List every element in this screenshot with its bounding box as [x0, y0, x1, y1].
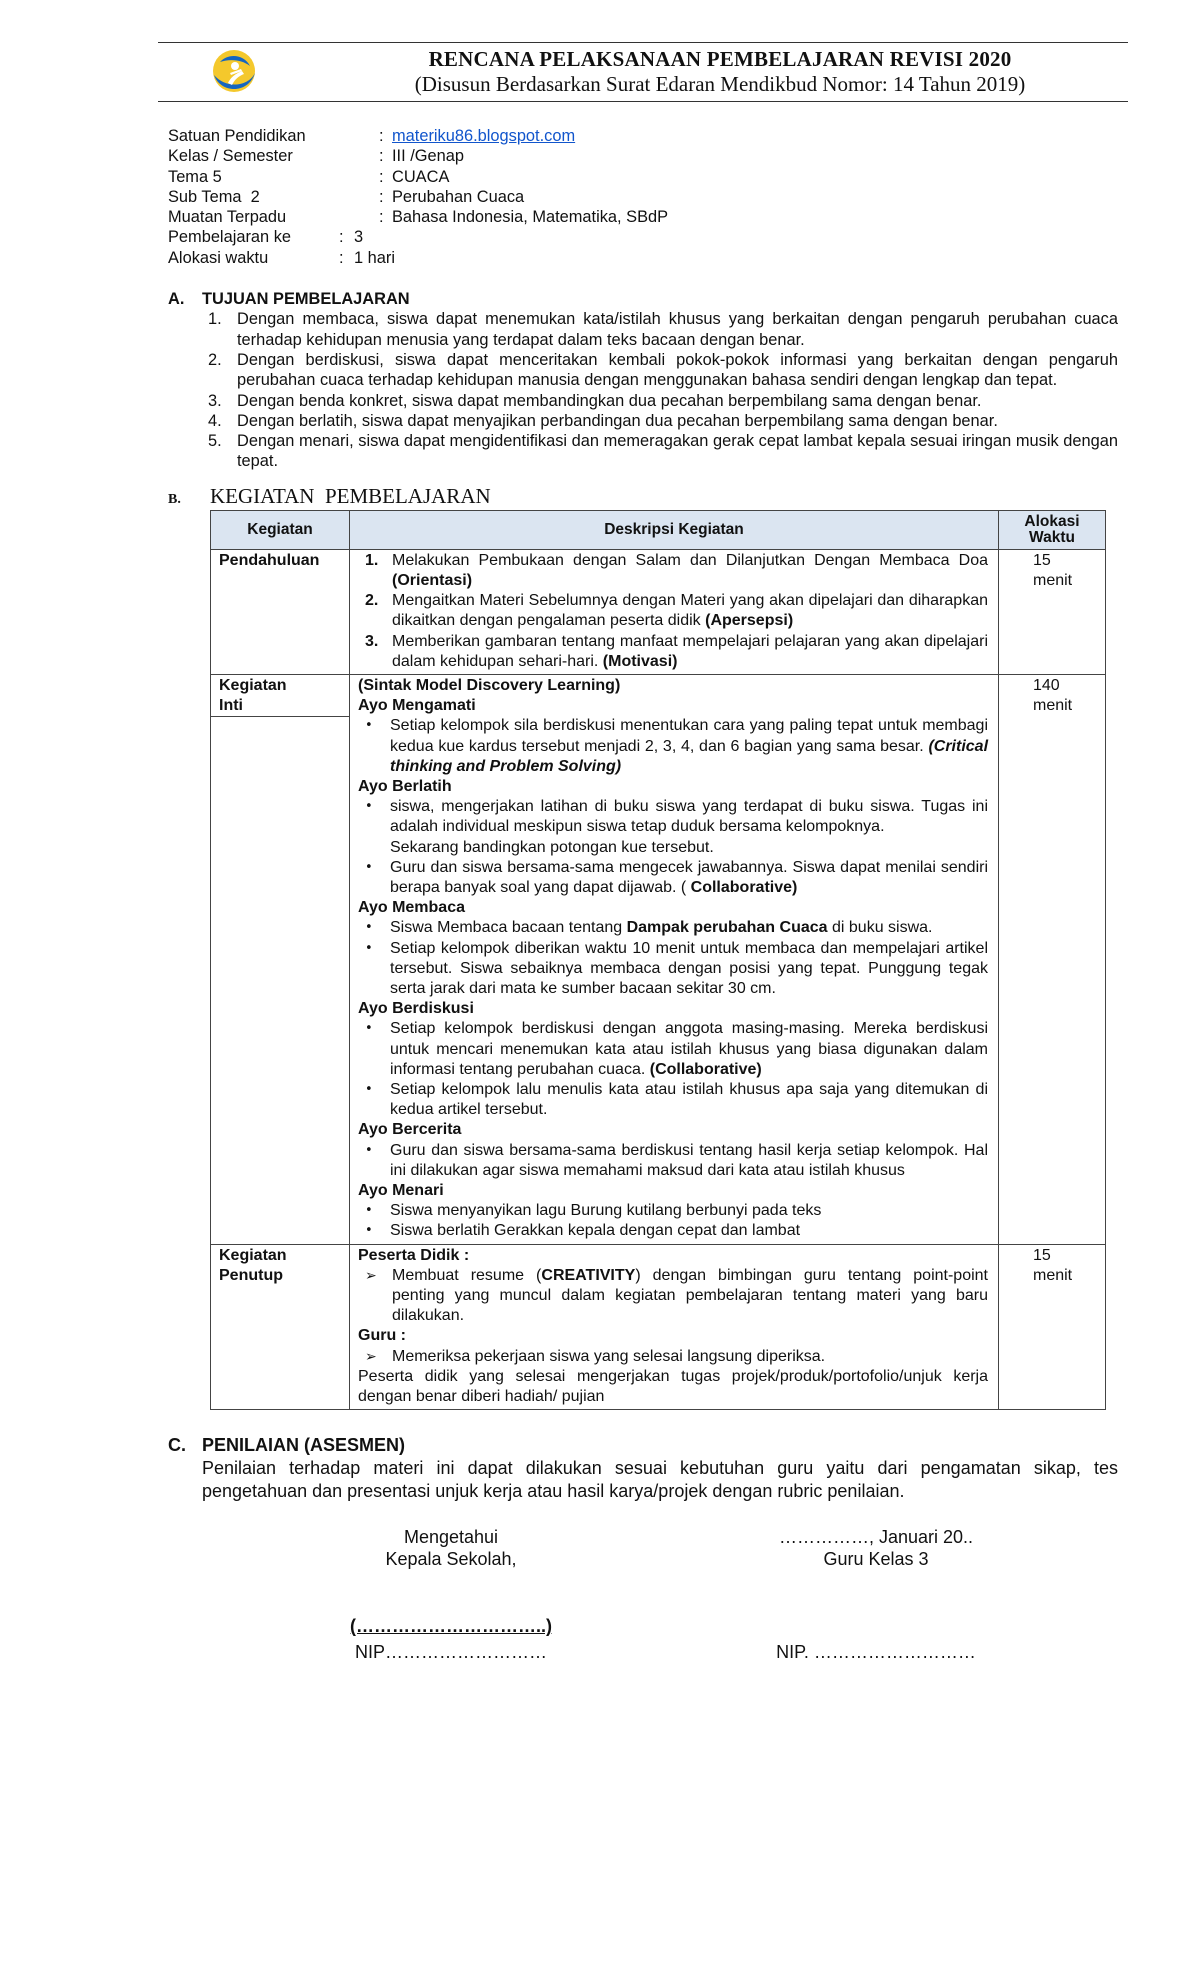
section-title: KEGIATAN PEMBELAJARAN [210, 483, 491, 508]
activity-bullet [358, 1141, 988, 1181]
bullet-text: siswa, mengerjakan latihan di buku siswa yang terdapat di buku siswa. Tugas ini adalah individual meskipun siswa tetap duduk bersama kelompoknya. [390, 798, 988, 836]
activity-bullet [358, 797, 988, 858]
guru-heading: Guru : [358, 1327, 406, 1345]
bullet-text: Setiap kelompok lalu menulis kata atau istilah khusus apa saja yang ditemukan di kedua artikel tersebut. [390, 1081, 988, 1119]
bullet-bold-text: Dampak perubahan Cuaca [626, 919, 828, 937]
identity-label: Sub Tema 2 [168, 187, 260, 206]
section-title: PENILAIAN (ASESMEN) [202, 1435, 406, 1456]
bullet-text: di buku siswa. [827, 919, 933, 937]
identity-value: III /Genap [392, 147, 464, 166]
identity-block [168, 126, 1200, 268]
school-website-link[interactable]: materiku86.blogspot.com [392, 127, 576, 145]
section-marker: B. [168, 491, 181, 507]
tujuan-item [168, 411, 1118, 431]
penutup-note: Peserta didik yang selesai mengerjakan tugas projek/produk/portofolio/unjuk kerja dengan benar diberi hadiah/ pujian [358, 1367, 988, 1406]
alokasi-waktu: 15 menit [1033, 551, 1073, 589]
identity-colon: : [339, 248, 344, 267]
section-heading [168, 1434, 1118, 1457]
signature-right-nip: NIP. ……………………… [776, 1642, 976, 1663]
identity-row [168, 248, 1200, 268]
item-number: 3. [365, 632, 379, 650]
identity-colon: : [379, 208, 384, 227]
activity-bullet [358, 1019, 988, 1080]
section-title: TUJUAN PEMBELAJARAN [202, 290, 410, 309]
activity-bullet [358, 1221, 988, 1241]
identity-row [168, 227, 1200, 247]
item-text: Mengaitkan Materi Sebelumnya dengan Materi yang akan dipelajari dan diharapkan dikaitkan dengan pengalaman peserta didik [392, 592, 988, 630]
bullet-text: Setiap kelompok sila berdiskusi menentukan cara yang paling tepat untuk membagi kedua kue kardus tersebut menjadi 2, 3, 4, dan 6 bagian yang sama besar. [390, 717, 988, 755]
kegiatan-label: Kegiatan Penutup [219, 1246, 287, 1284]
bullet-text: ➢ Memeriksa pekerjaan siswa yang selesai langsung diperiksa. [392, 1347, 826, 1365]
activity-heading: Ayo Membaca [358, 899, 465, 917]
item-tag: (Motivasi) [602, 652, 678, 670]
identity-row [168, 207, 1200, 227]
identity-label: Alokasi waktu [168, 248, 269, 267]
identity-value: 1 hari [354, 248, 396, 267]
principal-name-placeholder: (…………………………..) [350, 1616, 552, 1637]
tujuan-item [168, 431, 1118, 472]
item-text: Memberikan gambaran tentang manfaat mempelajari pelajaran yang akan dipelajari dalam kehidupan sehari-hari. [392, 632, 988, 670]
identity-colon: : [339, 228, 344, 247]
signature-right-role: Guru Kelas 3 [823, 1549, 929, 1570]
identity-colon: : [379, 147, 384, 166]
item-text: Melakukan Pembukaan dengan Salam dan Dilanjutkan Dengan Membaca Doa [392, 551, 988, 569]
section-heading [168, 289, 1118, 309]
arrow-bullet [358, 1347, 988, 1367]
activity-bullet [358, 1080, 988, 1120]
section-marker: C. [168, 1435, 186, 1456]
identity-value: CUACA [392, 167, 450, 186]
item-number: 2. [208, 350, 222, 369]
bullet-text: Guru dan siswa bersama-sama berdiskusi tentang hasil kerja setiap kelompok. Hal ini dilakukan agar siswa memahami maksud dari kata atau istilah khusus [390, 1141, 988, 1179]
activity-bullet [358, 939, 988, 1000]
item-tag: (Apersepsi) [705, 612, 794, 630]
identity-row [168, 146, 1200, 166]
identity-value: Bahasa Indonesia, Matematika, SBdP [392, 208, 669, 227]
identity-row [168, 187, 1200, 207]
item-number: 1. [208, 310, 222, 329]
identity-label: Kelas / Semester [168, 147, 293, 166]
arrow-bullet [358, 1266, 988, 1327]
identity-colon: : [379, 167, 384, 186]
identity-colon: : [379, 127, 384, 145]
activity-heading: Ayo Berlatih [358, 777, 452, 795]
identity-value: Perubahan Cuaca [392, 187, 525, 206]
signature-block [0, 1526, 1200, 1676]
item-text: Dengan benda konkret, siswa dapat membandingkan dua pecahan berpembilang sama dengan benar. [237, 391, 982, 410]
item-text: Dengan berdiskusi, siswa dapat menceritakan kembali pokok-pokok informasi yang berkaitan dengan pengaruh perubahan cuaca terhadap kehidupan manusia dengan menggunakan bahasa sendiri dengan lengkap dan tepat. [237, 350, 1118, 390]
item-tag: (Orientasi) [392, 571, 473, 589]
activity-heading: Ayo Berdiskusi [358, 1000, 474, 1018]
bullet-text: Siswa berlatih Gerakkan kepala dengan cepat dan lambat [390, 1222, 801, 1240]
activity-bullet [358, 716, 988, 777]
table-header-row [211, 510, 1106, 549]
item-number: 4. [208, 411, 222, 430]
activity-bullet [358, 918, 988, 938]
signature-left-name [251, 1615, 651, 1638]
tujuan-item [168, 350, 1118, 391]
activity-heading: Ayo Bercerita [358, 1121, 462, 1139]
alokasi-waktu: 15 menit [1033, 1246, 1073, 1284]
identity-row [168, 167, 1200, 187]
item-text: Dengan berlatih, siswa dapat menyajikan perbandingan dua pecahan berpembilang sama dengan benar. [237, 411, 998, 430]
document-subtitle: (Disusun Berdasarkan Surat Edaran Mendikbud Nomor: 14 Tahun 2019) [414, 72, 1026, 96]
bullet-text: Setiap kelompok berdiskusi dengan anggota masing-masing. Mereka berdiskusi untuk mencari menemukan kata atau istilah khusus yang biasa digunakan dalam informasi tentang perubahan cuaca. [390, 1020, 988, 1078]
activity-heading: Ayo Menari [358, 1182, 444, 1200]
activity-heading: Ayo Mengamati [358, 697, 476, 715]
table-row-pendahuluan [211, 549, 1106, 674]
kegiatan-label: Kegiatan Inti [219, 676, 287, 715]
bullet-text: Guru dan siswa bersama-sama mengecek jawabannya. Siswa dapat menilai sendiri berapa banyak soal yang dapat dijawab. ( [390, 858, 988, 896]
header-kegiatan: Kegiatan [211, 510, 350, 549]
header-alokasi: Alokasi Waktu [999, 510, 1106, 549]
identity-label: Muatan Terpadu [168, 208, 287, 227]
kegiatan-label: Pendahuluan [219, 551, 320, 569]
document-header [158, 42, 1128, 102]
penilaian-section [168, 1434, 1118, 1502]
tujuan-section [168, 289, 1118, 472]
identity-row [168, 126, 1200, 146]
section-marker: A. [168, 290, 185, 309]
identity-colon: : [379, 187, 384, 206]
item-number: 3. [208, 391, 222, 410]
kegiatan-heading [168, 484, 1200, 510]
signature-right-date: ……………, Januari 20.. [778, 1527, 974, 1548]
header-deskripsi: Deskripsi Kegiatan [350, 510, 999, 549]
item-number: 1. [365, 551, 379, 569]
pendahuluan-item [358, 551, 988, 591]
alokasi-waktu: 140 menit [1033, 676, 1073, 715]
document-body [0, 126, 1200, 1676]
item-number: 5. [208, 432, 222, 451]
pendahuluan-item [358, 632, 988, 672]
bullet-continuation: Sekarang bandingkan potongan kue tersebut. [390, 838, 714, 856]
bullet-text: ) dengan bimbingan guru tentang point-point penting yang muncul dalam kegiatan pembelajaran tentang materi yang baru dilakukan. [392, 1266, 989, 1325]
item-text: Dengan membaca, siswa dapat menemukan kata/istilah khusus yang berkaitan dengan pengaruh perubahan cuaca terhadap kehidupan menusia yang terdapat dalam teks bacaan dengan benar. [237, 310, 1118, 349]
document-title: RENCANA PELAKSANAAN PEMBELAJARAN REVISI 2020 [428, 47, 1012, 71]
peserta-heading: Peserta Didik : [358, 1246, 470, 1264]
activity-bullet [358, 858, 988, 898]
tut-wuri-handayani-logo-icon [208, 47, 260, 99]
table-row-inti [211, 674, 1106, 1244]
tujuan-item [168, 391, 1118, 411]
bullet-text: Siswa Membaca bacaan tentang [390, 919, 627, 937]
bullet-tag: (Critical thinking and Problem Solving) [390, 737, 989, 775]
table-row-penutup [211, 1244, 1106, 1410]
signature-left-line1: Mengetahui [403, 1527, 499, 1548]
tujuan-item [168, 309, 1118, 350]
signature-left-nip: NIP……………………… [354, 1642, 547, 1663]
pendahuluan-item [358, 591, 988, 631]
identity-value: 3 [354, 228, 364, 247]
kegiatan-table [210, 510, 1106, 1411]
identity-label: Satuan Pendidikan [168, 127, 306, 145]
bullet-text: Siswa menyanyikan lagu Burung kutilang berbunyi pada teks [390, 1202, 822, 1220]
bullet-tag: (Collaborative) [649, 1060, 762, 1078]
bullet-text: Setiap kelompok diberikan waktu 10 menit untuk membaca dan mempelajari artikel tersebut. Siswa sebaiknya membaca dengan posisi yang tepat. Punggung tegak serta jarak dari mata ke sumber bacaan sekitar 30 cm. [390, 939, 988, 998]
identity-label: Pembelajaran ke [168, 228, 292, 247]
identity-label: Tema 5 [168, 167, 222, 186]
item-number: 2. [365, 592, 379, 610]
signature-left-role: Kepala Sekolah, [385, 1549, 517, 1570]
model-heading: (Sintak Model Discovery Learning) [358, 676, 621, 694]
item-text: Dengan menari, siswa dapat mengidentifikasi dan memeragakan gerak cepat lambat kepala sesuai iringan musik dengan tepat. [237, 432, 1118, 471]
bullet-tag: Collaborative) [690, 879, 798, 896]
bullet-text: Membuat resume ( [392, 1266, 542, 1284]
penilaian-text: Penilaian terhadap materi ini dapat dilakukan sesuai kebutuhan guru yaitu dari pengamatan sikap, tes pengetahuan dan presentasi unjuk kerja atau hasil karya/projek dengan rubric penilaian. [202, 1457, 1118, 1501]
activity-bullet [358, 1201, 988, 1221]
bullet-bold-text: CREATIVITY [541, 1266, 636, 1284]
